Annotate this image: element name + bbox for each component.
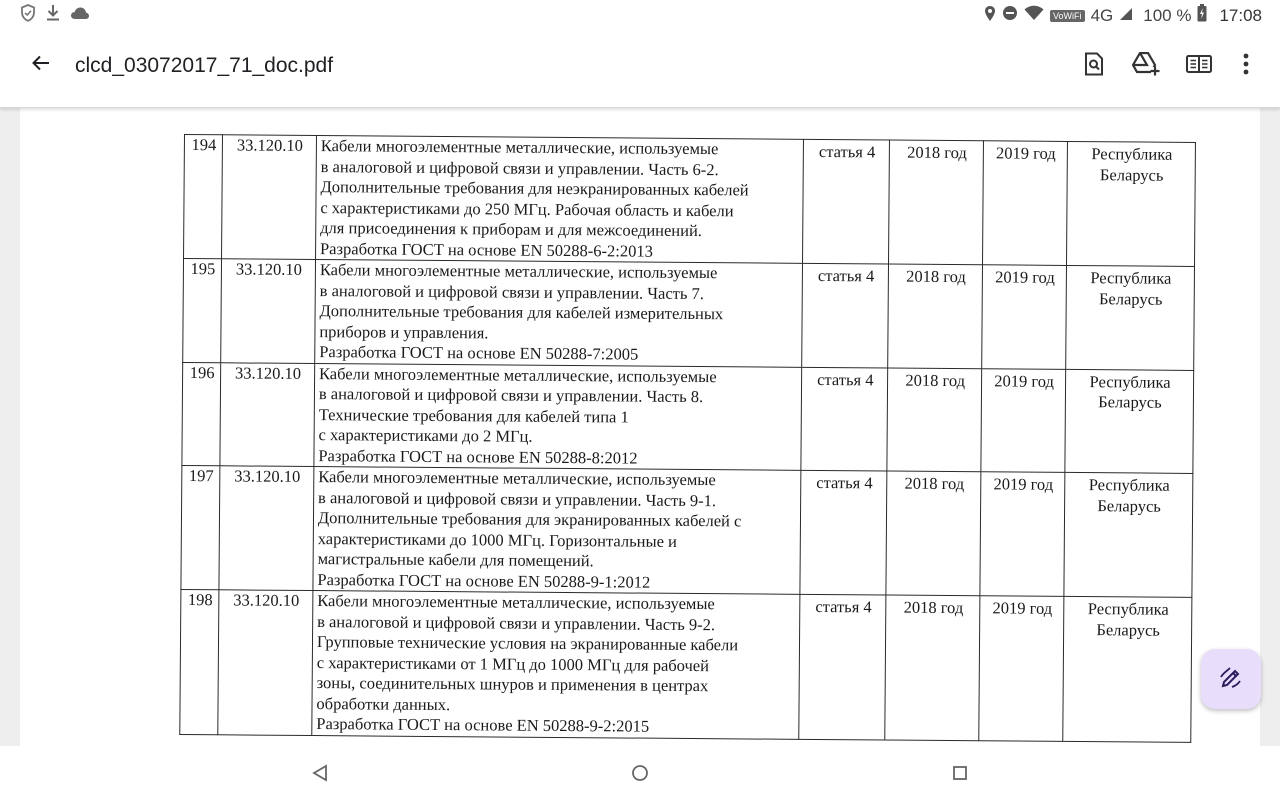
row-number: 196 — [182, 362, 221, 466]
signal-icon — [1119, 6, 1133, 26]
start-year: 2018 год — [887, 368, 982, 472]
more-options-button[interactable] — [1230, 50, 1262, 82]
wifi-icon — [1024, 5, 1044, 26]
nav-home-icon — [631, 764, 649, 787]
developer-country: Республика Беларусь — [1063, 596, 1192, 742]
end-year: 2019 год — [982, 265, 1067, 369]
reading-mode-button[interactable] — [1183, 50, 1215, 82]
standard-description: Кабели многоэлементные металлические, используемые в аналоговой и цифровой связи и управлении. Часть 8. Технические требования для кабелей типа 1 с характеристиками до 2 МГц. Разработка ГОСТ на основе EN 50288-8:2012 — [314, 363, 802, 470]
article-reference: статья 4 — [802, 263, 889, 367]
nav-home-button[interactable] — [628, 763, 652, 787]
system-navigation-bar — [0, 746, 1280, 800]
start-year: 2018 год — [889, 140, 984, 265]
start-year: 2018 год — [886, 471, 981, 596]
table-row — [184, 135, 1196, 267]
article-reference: статья 4 — [803, 139, 890, 264]
nav-back-icon — [312, 764, 328, 787]
annotate-pen-icon — [1218, 664, 1244, 695]
table-row — [180, 589, 1192, 741]
add-to-drive-button[interactable] — [1130, 50, 1162, 82]
download-icon — [46, 4, 60, 28]
end-year: 2019 год — [983, 141, 1068, 266]
row-number: 195 — [183, 259, 222, 363]
developer-country: Республика Беларусь — [1066, 265, 1195, 370]
developer-country: Республика Беларусь — [1065, 369, 1194, 474]
table-row — [183, 259, 1195, 370]
shield-icon — [20, 4, 36, 28]
clock: 17:08 — [1219, 5, 1262, 25]
find-in-document-button[interactable] — [1078, 50, 1110, 82]
row-number: 194 — [184, 135, 223, 259]
back-button[interactable] — [26, 50, 56, 80]
start-year: 2018 год — [888, 264, 983, 368]
classifier-code: 33.120.10 — [222, 135, 317, 260]
end-year: 2019 год — [979, 596, 1064, 741]
do-not-disturb-icon — [1002, 5, 1018, 26]
standard-description: Кабели многоэлементные металлические, используемые в аналоговой и цифровой связи и управлении. Часть 6-2. Дополнительные требования для неэкранированных кабелей с характеристиками до 250 МГц. Рабочая область и кабели для присоединения к приборам и для межсоединений. Разработка ГОСТ на основе EN 50288-6-2:2013 — [315, 136, 803, 264]
table-row — [181, 465, 1193, 597]
cloud-icon — [70, 6, 90, 26]
battery-level: 100 % — [1143, 5, 1192, 25]
end-year: 2019 год — [980, 472, 1065, 597]
reading-mode-icon — [1186, 54, 1212, 79]
row-number: 198 — [180, 589, 219, 734]
nav-back-button[interactable] — [308, 763, 332, 787]
standard-description: Кабели многоэлементные металлические, используемые в аналоговой и цифровой связи и управлении. Часть 9-2. Групповые технические условия на экранированные кабели с характеристиками от 1 МГц до 1000 МГц для рабочей зоны, соединительных шнуров и применения в центрах обработки данных. Разработка ГОСТ на основе EN 50288-9-2:2015 — [312, 591, 800, 739]
developer-country: Республика Беларусь — [1066, 141, 1195, 266]
nav-recents-button[interactable] — [948, 763, 972, 787]
volte-badge: VoWiFi — [1050, 10, 1085, 22]
classifier-code: 33.120.10 — [219, 466, 314, 591]
pdf-page — [20, 108, 1260, 746]
developer-country: Республика Беларусь — [1064, 472, 1193, 597]
table-row — [182, 362, 1194, 473]
search-document-icon — [1084, 52, 1104, 81]
nav-recents-icon — [952, 765, 968, 786]
network-type: 4G — [1090, 5, 1114, 25]
battery-icon — [1197, 4, 1207, 27]
classifier-code: 33.120.10 — [221, 259, 316, 363]
standard-description: Кабели многоэлементные металлические, используемые в аналоговой и цифровой связи и управлении. Часть 9-1. Дополнительные требования для экранированных кабелей с характеристиками до 1000 МГц. Горизонтальные и магистральные кабели для помещений. Разработка ГОСТ на основе EN 50288-9-1:2012 — [313, 467, 801, 595]
row-number: 197 — [181, 465, 220, 589]
more-vert-icon — [1243, 53, 1249, 80]
classifier-code: 33.120.10 — [220, 362, 315, 466]
standard-description: Кабели многоэлементные металлические, используемые в аналоговой и цифровой связи и управлении. Часть 7. Дополнительные требования для кабелей измерительных приборов и управления. Разработка ГОСТ на основе EN 50288-7:2005 — [315, 260, 803, 367]
status-bar — [0, 0, 1280, 30]
classifier-code: 33.120.10 — [218, 590, 313, 735]
app-toolbar — [0, 30, 1280, 108]
pdf-viewer[interactable] — [0, 108, 1280, 746]
add-to-drive-icon — [1132, 52, 1160, 81]
standards-table — [179, 134, 1196, 742]
article-reference: статья 4 — [800, 470, 887, 595]
start-year: 2018 год — [885, 595, 980, 740]
back-arrow-icon — [31, 53, 51, 78]
article-reference: статья 4 — [799, 594, 886, 739]
annotate-button[interactable] — [1201, 649, 1261, 709]
article-reference: статья 4 — [801, 367, 888, 471]
location-icon — [984, 5, 996, 27]
document-title: clcd_03072017_71_doc.pdf — [75, 54, 334, 77]
end-year: 2019 год — [981, 368, 1066, 472]
